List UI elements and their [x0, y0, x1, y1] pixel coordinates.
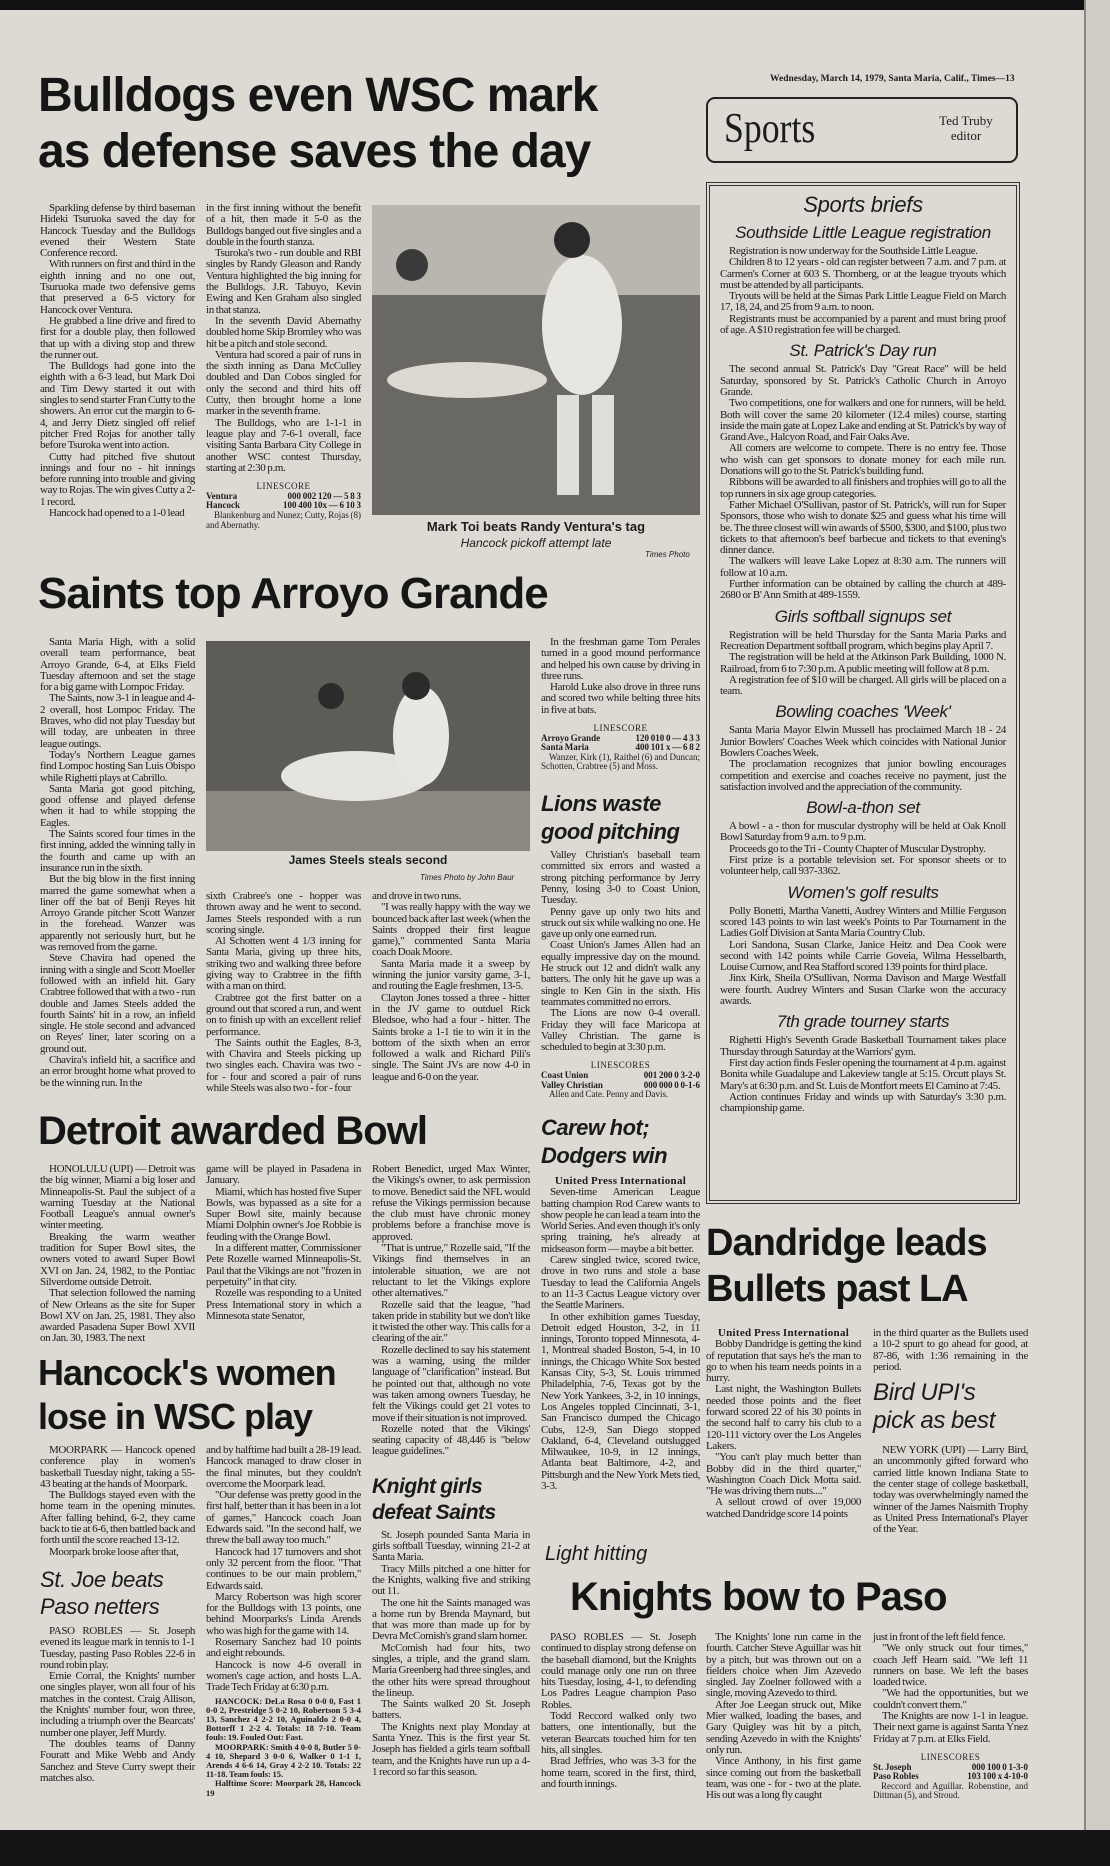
paragraph: The Lions are now 0-4 overall. Friday they will face Maricopa at Valley Christian. The game is scheduled to begin at 3:30 p.m. [541, 1007, 700, 1054]
paragraph: The Saints walked 20 St. Joseph batters. [372, 1698, 530, 1722]
paragraph: Robert Benedict, urged Max Winter, the Vikings's owner, to ask permission to move. Benedict said the NFL would refuse the Vikings permission because the club must have chronic money problems before a franchise move is approved. [372, 1163, 530, 1243]
paragraph: Moorpark broke loose after that, [49, 1545, 179, 1558]
paragraph: Breaking the warm weather tradition for Super Bowl sites, the owners voted to award Super Bowl XVI on Jan. 24, 1982, to the Pontiac Silverdome outside Detroit. [40, 1230, 195, 1288]
sports-section-flag [706, 97, 1018, 163]
article-body [706, 1339, 861, 1520]
paragraph: and drove in two runs. [372, 890, 461, 902]
linescore [541, 1061, 700, 1099]
paragraph: That selection followed the naming of New Orleans as the site for Super Bowl XV on Jan. 25, 1981. They also awarded Pasadena Super Bowl XVII on Jan. 30, 1983. The next [40, 1287, 195, 1345]
paragraph: Vince Anthony, in his first game since coming out from the basketball team, was one - for - two at the plate. His out was a long fly caught [706, 1755, 861, 1802]
headline-detroit: Detroit awarded Bowl [38, 1109, 427, 1153]
paragraph: MOORPARK — Hancock opened conference play in women's basketball Tuesday night, taking a 55-43 beating at the hands of Moorpark. [40, 1444, 195, 1490]
photo-credit: Times Photo by John Baur [420, 873, 515, 882]
brief-heading: Southside Little League registration [735, 223, 991, 242]
paragraph: Cutty had pitched five shutout innings and four no - hit innings before running into trouble and giving way to Rojas. The win gives Cutty a 2-1 record. [40, 450, 195, 508]
paragraph: Valley Christian's baseball team committed six errors and wasted a strong pitching performance by Jerry Penny, losing 3-0 to Coast Union, Tuesday. [541, 849, 700, 907]
paragraph: "You can't play much better than Bobby did in the third quarter," Washington Coach Dick Motta said. "He was driving them nuts...." [706, 1451, 861, 1498]
article-body [206, 891, 361, 1094]
brief-heading: Girls softball signups set [774, 606, 952, 626]
paragraph: Righetti High's Seventh Grade Basketball Tournament takes place Thursday through Saturday at the Warriors' gym. [720, 1034, 1006, 1058]
team-score: 120 010 0 — 4 3 3 [635, 732, 700, 743]
paragraph: With runners on first and third in the eighth inning and no one out, Tsuruoka made two defensive gems that preserved a 6-5 victory for Hancock over Ventura. [40, 258, 195, 316]
byline: United Press International [717, 1327, 850, 1339]
photo-caption: Mark Toi beats Randy Ventura's tag [426, 519, 646, 534]
headline-line: Dandridge leads [706, 1222, 987, 1264]
article-column [372, 891, 530, 1083]
paragraph: St. Joseph pounded Santa Maria in girls softball Tuesday, winning 21-2 at Santa Maria. [372, 1528, 530, 1564]
photo-image [372, 205, 700, 515]
headline-st-joe [40, 1566, 195, 1620]
article-body [372, 891, 530, 1083]
headline-knights: Knights bow to Paso [570, 1575, 947, 1619]
article-column [40, 637, 195, 1089]
brief-body [720, 725, 1006, 793]
paragraph: The Knights are now 1-1 in league. Their next game is against Santa Ynez Friday at 7 p.m. at Elks Field. [873, 1710, 1028, 1745]
article-body [40, 637, 195, 1089]
article-body [206, 203, 361, 474]
paragraph: A sellout crowd of over 19,000 watched Dandridge score 14 points [706, 1496, 861, 1520]
sports-briefs-box [706, 182, 1020, 1204]
paragraph: In the freshman game Tom Perales turned in a good mound performance and helped his own cause by driving in three runs. [541, 636, 700, 682]
headline-bird [873, 1379, 1028, 1435]
article-body [873, 1328, 1028, 1373]
paragraph: In a different matter, Commissioner Pete Rozelle warned Minneapolis-St. Paul that the Vikings are not "frozen in perpetuity" in that city. [206, 1242, 361, 1288]
linescore-title: LINESCORES [920, 1751, 981, 1762]
paragraph: Children 8 to 12 years - old can register between 7 a.m. and 7 p.m. at Carmen's Corner at 603 S. Thornberg, or at the league tryouts which must be attended by all participants. [720, 256, 1006, 291]
linescore-title: LINESCORES [590, 1060, 651, 1071]
brief-heading: 7th grade tourney starts [776, 1012, 950, 1032]
paragraph: in the first inning without the benefit of a hit, then made it 5-0 as the Bulldogs banged out five singles and a double in the fourth stanza. [206, 202, 361, 248]
paragraph: Lori Sandona, Susan Clarke, Janice Heitz and Dea Cook were second with 142 points while Carrie Goveia, Wilma Hesselbarth, Louise Curnow, and Rea Stafford scored 139 points for third place. [720, 938, 1006, 974]
headline-line: defeat Saints [372, 1500, 496, 1524]
article-column [541, 637, 700, 1100]
page-top-edge [0, 0, 1110, 10]
headline-lions [541, 790, 700, 846]
paragraph: Santa Maria High, with a solid overall team performance, beat Arroyo Grande, 6-4, at Elks Field Tuesday afternoon and set the stage for a big game with Lompoc Friday. [40, 636, 195, 694]
paragraph: "We had the opportunities, but we couldn't convert them." [873, 1687, 1028, 1711]
paragraph: The Knights' lone run came in the fourth. Catcher Steve Aguillar was hit by a pitch, but was thrown out on a fielders choice when Jim Azevedo singled. Jay Zoelner followed with a single, moving Azevedo to third. [706, 1631, 861, 1700]
article-column [206, 1164, 361, 1322]
paragraph: The one hit the Saints managed was a home run by Brenda Maynard, but that was more than made up for by Devra McComish's grand slam homer. [372, 1596, 530, 1643]
paragraph: Santa Maria got good pitching, good offense and played defense when it had to while stopping the Eagles. [40, 782, 195, 829]
paragraph: just in front of the left field fence. [873, 1631, 1006, 1643]
briefs-title: Sports briefs [803, 192, 923, 217]
article-column [206, 1445, 361, 1798]
paragraph: Carew singled twice, scored twice, drove in two runs and stole a base Tuesday to lead the California Angels to an 11-3 Cactus League victory over the Seattle Mariners. [541, 1254, 700, 1312]
editor-title: editor [950, 128, 982, 143]
paragraph: PASO ROBLES — St. Joseph evened its league mark in tennis to 1-1 Tuesday, pasting Paso Robles 22-6 in round robin play. [40, 1624, 195, 1671]
paragraph: The second annual St. Patrick's Day "Great Race" will be held Saturday, sponsored by St. Patrick's Catholic Church in Arroyo Grande. [720, 363, 1006, 398]
paragraph: Hancock is now 4-6 overall in women's cage action, and hosts L.A. Trade Tech Friday at 6:30 p.m. [206, 1658, 361, 1694]
photo-baseball-tag [372, 205, 700, 515]
paragraph: After Joe Leegan struck out, Mike Mier walked, loading the bases, and Gary Quigley was hit by a pitch, sending Azevedo in with the Knights' only run. [706, 1698, 861, 1756]
headline-carew [541, 1114, 700, 1170]
paragraph: Bobby Dandridge is getting the kind of reputation that says he's the man to go to when his team needs points in a hurry. [706, 1338, 861, 1385]
paragraph: PASO ROBLES — St. Joseph continued to display strong defense on the baseball diamond, but the Knights could manage only one run on three hits Tuesday, losing, 4-1, to defending Los Padres League champion Paso Robles. [541, 1631, 696, 1711]
paragraph: Tracy Mills pitched a one hitter for the Knights, walking five and striking out 11. [372, 1562, 530, 1598]
article-body [706, 1632, 861, 1801]
paragraph: McComish had four hits, two singles, a triple, and the grand slam. Maria Greenberg had three singles, and the other hits were spread throughout the lineup. [372, 1641, 530, 1699]
paragraph: and by halftime had built a 28-19 lead. Hancock managed to draw closer in the final minutes, but they couldn't overcome the Moorpark lead. [206, 1444, 361, 1490]
team-score: 103 100 x 4-10-0 [967, 1771, 1028, 1782]
paragraph: Last night, the Washington Bullets needed those points and the fleet forward scored 22 of his 30 points in the second half to carry his club to a 120-111 victory over the Los Angeles Lakers. [706, 1383, 861, 1452]
section-title: Sports [724, 106, 816, 152]
paragraph: Proceeds go to the Tri - County Chapter of Muscular Dystrophy. [729, 842, 986, 855]
paragraph: sixth Crabree's one - hopper was thrown away and he went to second. James Steels responded with a run scoring single. [206, 890, 361, 936]
team-score: 000 000 0 0-1-6 [643, 1079, 700, 1090]
article-body [372, 1530, 530, 1779]
paragraph: Halftime Score: Moorpark 28, Hancock 19 [206, 1778, 361, 1798]
headline-line: Lions waste [541, 791, 661, 817]
article-body [206, 1164, 361, 1322]
paragraph: Two competitions, one for walkers and one for runners, will be held. Both will cover the same 20 kilometer (12.4 miles) course, starting inside the main gate at Lopez Lake and ending at St. Patrick's by way of Grand Ave., Halcyon Road, and Fair Oaks Ave. [720, 397, 1006, 444]
paragraph: Chavira's infield hit, a sacrifice and an error brought home what proved to be the winning run. In the [40, 1053, 195, 1089]
paragraph: Ernie Corral, the Knights' number one singles player, won all four of his matches in the contest. Craig Allison, the Knights' number four, won three, including a triumph over the Bearcats' number one player, Jeff Murdy. [40, 1670, 195, 1739]
article-body [541, 850, 700, 1053]
article-column [873, 1632, 1028, 1801]
article-column [372, 1164, 530, 1778]
paragraph: The walkers will leave Lake Lopez at 8:30 a.m. The runners will follow at 10 a.m. [720, 555, 1006, 579]
paragraph: The Saints scored four times in the first inning, added the winning tally in the fourth and came up with an insurance run in the sixth. [40, 828, 195, 874]
page-bottom-edge [0, 1830, 1110, 1866]
paragraph: Hancock had 17 turnovers and shot only 32 percent from the floor. "That continues to be our main problem," Edwards said. [206, 1545, 361, 1592]
paragraph: in the third quarter as the Bullets used a 10-2 spurt to go ahead for good, at 87-86, with 1:36 remaining in the period. [873, 1327, 1028, 1373]
paragraph: HONOLULU (UPI) — Detroit was the big winner, Miami a big loser and Minneapolis-St. Paul the subject of a warning Tuesday at the National Football League's annual owner's winter meeting. [40, 1163, 195, 1232]
paragraph: Polly Bonetti, Martha Vanetti, Audrey Winters and Millie Ferguson scored 143 points to win last week's Points to Par Tournament in the Ladies Golf Division at Santa Maria Country Club. [720, 904, 1006, 940]
paragraph: First day action finds Fesler opening the tournament at 4 p.m. against Bonita while Guadalupe and Lakeview tangle at 5:15. Orcutt plays St. Mary's at 6:30 p.m. and St. Luis de Montfort meets El Camino at 7:45. [720, 1056, 1006, 1092]
paragraph: Action continues Friday and winds up with Saturday's 3:30 p.m. championship game. [720, 1090, 1006, 1115]
linescore-batteries: Wanzer, Kirk (1), Raithel (6) and Duncan; Schotten, Crabtree (5) and Moss. [541, 751, 700, 772]
paragraph: MOORPARK: Smith 4 0-0 8, Butler 5 0-4 10, Shepard 3 0-0 6, Walker 0 1-1 1, Arends 4 6-6 14, Gray 4 2-2 10. Totals: 22 11-18. Team fouls: 15. [206, 1741, 361, 1780]
paragraph: Hancock had opened to a 1-0 lead [49, 507, 185, 520]
article-column [206, 891, 361, 1094]
paragraph: Miami, which has hosted five Super Bowls, was bypassed as a site for a Super Bowl site, mainly because Miami Dolphin owner's Joe Robbie is feuding with the Orange Bowl. [206, 1185, 361, 1243]
team-score: 001 200 0 3-2-0 [643, 1069, 700, 1080]
headline-hancock-women [38, 1351, 336, 1439]
paragraph: Todd Reccord walked only two batters, one intentionally, but the veteran Bearcats touched him for ten hits, all singles. [541, 1710, 696, 1756]
article-body [541, 1187, 700, 1492]
headline-knight-girls [372, 1474, 530, 1526]
paragraph: He grabbed a line drive and fired to first for a double play, then followed that up with a diving stop and threw the runner out. [40, 314, 195, 361]
headline-line: Carew hot; [541, 1115, 650, 1140]
team-name: Santa Maria [541, 742, 589, 753]
headline-line: good pitching [541, 819, 680, 845]
paragraph: Penny gave up only two hits and struck out six while walking no one. He gave up only one earned run. [541, 905, 700, 941]
paragraph: The registration will be held at the Atkinson Park Building, 1000 N. Railroad, from 6 to 7:30 p.m. A public meeting will follow at 8 p.m. [720, 651, 1006, 675]
brief-body [720, 1035, 1006, 1114]
article-body [541, 1632, 696, 1790]
byline: United Press International [554, 1175, 687, 1187]
paragraph: Coast Union's James Allen had an equally impressive day on the mound. He struck out 12 and didn't walk any batters. The only hit he gave up was a single to Ken Gin in the sixth. His teammates committed no errors. [541, 939, 700, 1008]
brief-body [720, 246, 1006, 336]
paragraph: But the big blow in the first inning marred the game somewhat when a liner off the bat of Benji Reyes hit Arroyo Grande pitcher Scott Wanzer in the forehead. Wanzer was apparently not seriously hurt, but he was removed from the game. [40, 873, 195, 954]
photo-subcaption: Hancock pickoff attempt late [460, 536, 612, 550]
headline-dandridge [706, 1220, 987, 1312]
article-body [873, 1445, 1028, 1535]
paragraph: Registration will be held Thursday for the Santa Maria Parks and Recreation Department softball program, which begins play April 7. [720, 628, 1006, 652]
brief-heading: Bowl-a-thon set [806, 798, 920, 818]
paragraph: Clayton Jones tossed a three - hitter in the JV game to outduel Rick Bledsoe, who had a four - hitter. The Saints broke a 1-1 tie to win it in the bottom of the sixth when an error followed a walk and Richard Pili's single. The Saint JVs are now 4-0 in league and 6-0 on the year. [372, 991, 530, 1083]
paragraph: In other exhibition games Tuesday, Detroit edged Houston, 3-2, in 11 innings, Toronto topped Minnesota, 4-1, Montreal shaded Boston, 5-4, in 10 innings, the Chicago White Sox bested Kansas City, 5-3, St. Louis trimmed Philadelphia, 7-6, Texas got by the New York Yankees, 3-2, in 10 innings, Los Angeles toppled Cincinnati, 3-1, San Francisco dumped the Chicago Cubs, 12-9, San Diego stopped Oakland, 6-4, Cleveland outslugged Milwaukee, 10-9, in 12 innings, Atlanta beat Baltimore, 4-2, and Pittsburgh and the New York Mets tied, 3-3. [541, 1310, 700, 1493]
team-name: Paso Robles [873, 1771, 919, 1782]
paragraph: Ventura had scored a pair of runs in the sixth inning as Dana McCulley doubled and Dan Cobos singled for only the second and third hits off Cutty, then brought home a lone marker in the seventh frame. [206, 348, 361, 418]
headline-line: Bullets past LA [706, 1268, 968, 1310]
article-column [40, 1445, 195, 1784]
article-column [206, 203, 361, 530]
team-score: 000 002 120 — 5 8 3 [287, 490, 361, 501]
headline-line: lose in WSC play [38, 1396, 313, 1437]
paragraph: Brad Jeffries, who was 3-3 for the home team, scored in the first, third, and fourth innings. [541, 1755, 696, 1790]
paragraph: Further information can be obtained by calling the church at 489-2680 or B' Ann Smith at 489-1559. [720, 578, 1006, 602]
article-column [706, 1632, 861, 1801]
paragraph: Registrants must be accompanied by a parent and must bring proof of age. A $10 registration fee will be charged. [720, 312, 1006, 337]
headline-line: Knight girls [372, 1474, 483, 1498]
linescore [206, 482, 361, 530]
article-column [40, 1164, 195, 1345]
paragraph: Father Michael O'Sullivan, pastor of St. Patrick's, will run for Super Sponsors, those who wish to donate $25 and guess what his time will be. The three closest will win awards of $500, $300, and $100, plus two tickets to that afternoon's beef barbecue and tickets to that evening's dinner dance. [720, 498, 1006, 557]
paragraph: A bowl - a - thon for muscular dystrophy will be held at Oak Knoll Bowl Saturday from 9 a.m. to 9 p.m. [720, 820, 1006, 844]
paragraph: First prize is a portable television set. For sponsor sheets or to volunteer help, call 937-3362. [720, 854, 1006, 878]
team-score: 100 400 10x — 6 10 3 [283, 500, 361, 511]
article-body [541, 637, 700, 716]
paragraph: Ribbons will be awarded to all finishers and trophies will go to all the top runners in six age group categories. [720, 476, 1006, 500]
paragraph: All comers are welcome to compete. There is no entry fee. Those who wish can get sponsors to donate money for each mile run. Donations will go to the St. Patrick's building fund. [720, 442, 1006, 478]
brief-body [720, 821, 1006, 877]
paragraph: Tryouts will be held at the Simas Park Little League Field on March 17, 18, 24, and 25 from 9 a.m. to noon. [720, 290, 1006, 314]
headline-saints: Saints top Arroyo Grande [38, 569, 548, 618]
headline-line: pick as best [873, 1407, 996, 1435]
paragraph: Harold Luke also drove in three runs and scored two while belting three hits in five at bats. [541, 681, 700, 716]
headline-line: St. Joe beats [40, 1566, 164, 1592]
team-name: Hancock [206, 500, 241, 511]
paragraph: Jinx Kirk, Sheila O'Sullivan, Norma Davison and Marge Westfall were fourth. Audrey Winters and Susan Clarke won the accuracy awards. [720, 972, 1006, 1008]
paragraph: Rozelle was responding to a United Press International story in which a Minnesota state Senator, [206, 1287, 361, 1322]
team-name: Ventura [206, 490, 238, 501]
brief-body [720, 906, 1006, 1008]
photo-base-steal [206, 641, 530, 851]
paragraph: Steve Chavira had opened the inning with a single and Scott Moeller followed with an infield hit. Gary Crabtree followed that with a two - run double and James Steels added the fourth Saints' hit in a row, an infield single. He stole second and advanced on Reyes' liner, later scoring on a ground out. [40, 952, 195, 1055]
paragraph: In the seventh David Abernathy doubled home Skip Bromley who was hit be a pitch and stole second. [206, 314, 361, 350]
linescore-batteries: Allen and Cate. Penny and Davis. [549, 1089, 669, 1100]
team-score: 400 101 x — 6 8 2 [635, 742, 700, 753]
paragraph: NEW YORK (UPI) — Larry Bird, an uncommonly gifted forward who carried little known Indiana State to the center stage of college basketball, today was overwhelmingly named the winner of the James Naismith Trophy as United Press International's Player of the Year. [873, 1444, 1028, 1536]
paragraph: HANCOCK: DeLa Rosa 0 0-0 0, Fast 1 0-0 2, Prestridge 5 0-2 10, Robertson 5 3-4 13, Sanchez 4 2-2 10, Aguinaldo 2 0-0 4, Bottorff 1 2-2 4. Totals: 18 7-10. Team fouls: 19. Fouled Out: Fast. [206, 1695, 361, 1743]
brief-heading: St. Patrick's Day run [789, 341, 937, 361]
paragraph: The Bulldogs stayed even with the home team in the opening minutes. After falling behind, 6-2, they came back to tie at 6-6, then battled back and forth until the score reached 13-12. [40, 1489, 195, 1547]
paragraph: Today's Northern League games find Lompoc hosting San Luis Obispo while Righetti plays at Cabrillo. [40, 748, 195, 784]
paragraph: Santa Maria Mayor Elwin Mussell has proclaimed March 18 - 24 Junior Bowlers' Coaches Week which coincides with National Junior Bowlers Coaches Week. [720, 724, 1006, 759]
headline-line: Dodgers win [541, 1143, 668, 1168]
paragraph: Seven-time American League batting champion Rod Carew wants to show people he can lead a team into the World Series. And even though it's only spring training, he's already at midseason form — maybe a bit better. [541, 1186, 700, 1255]
paragraph: Santa Maria made it a sweep by winning the junior varsity game, 3-1, and routing the Eagle freshmen, 13-5. [372, 957, 530, 993]
article-column [541, 1114, 700, 1492]
paragraph: Marcy Robertson was high scorer for the Bulldogs with 13 points, one behind Moorparks's Linda Arends who was high for the game with 14. [206, 1590, 361, 1637]
headline-line: Paso netters [40, 1593, 160, 1619]
headline-line: as defense saves the day [38, 125, 591, 178]
team-name: Valley Christian [541, 1079, 603, 1090]
headline-line: Bulldogs even WSC mark [38, 69, 598, 122]
photo-image [206, 641, 530, 851]
paragraph: Rozelle noted that the Vikings' seating capacity of 48,446 is "below league guidelines." [372, 1422, 530, 1458]
paragraph: Registration is now underway for the Southside Little League. [729, 245, 978, 257]
paragraph: Sparkling defense by third baseman Hideki Tsuruoka saved the day for Hancock Tuesday and the Bulldogs evened their Western State Conference record. [40, 202, 195, 260]
article-column [541, 1632, 696, 1790]
team-name: Arroyo Grande [541, 732, 601, 743]
kicker-light-hitting: Light hitting [545, 1543, 648, 1565]
paragraph: The Saints, now 3-1 in league and 4-2 overall, host Lompoc Friday. The Braves, who did not play Tuesday but will today, are unbeaten in three league outings. [40, 692, 195, 750]
dateline: Wednesday, March 14, 1979, Santa Maria, Calif., Times—13 [770, 74, 1015, 84]
article-body [40, 1626, 195, 1784]
headline-line: Bird UPI's [873, 1379, 976, 1407]
paragraph: game will be played in Pasadena in January. [206, 1163, 361, 1187]
paragraph: Crabtree got the first batter on a ground out that scored a run, and went on to finish up with an excellent relief performance. [206, 991, 361, 1038]
linescore-batteries: Blankenburg and Nunez; Cutty, Rojas (8) and Abernathy. [206, 509, 361, 530]
paragraph: Rosemary Sanchez had 10 points and eight rebounds. [206, 1636, 361, 1660]
page-right-edge [1084, 0, 1110, 1866]
linescore-batteries: Reccord and Aguillar. Robenstine, and Dittman (5), and Stroud. [873, 1780, 1028, 1801]
paragraph: The Bulldogs had gone into the eighth with a 6-3 lead, but Mark Doi and Tim Dewy started it out with singles to send starter Fran Cutty to the showers. An error cut the margin to 6-4, and Jerry Dietz singled off relief pitcher Fred Rojas for another tally before Tsuroka went into action. [40, 360, 195, 452]
photo-credit: Times Photo [645, 550, 690, 559]
paragraph: The Saints outhit the Eagles, 8-3, with Chavira and Steels picking up two singles each. Chavira was two - for - four and scored a pair of runs while Steels was also two - for - four [206, 1036, 361, 1095]
headline-line: Hancock's women [38, 1352, 336, 1393]
paragraph: "That is untrue," Rozelle said, "If the Vikings find themselves in an intolerable situation, we are not reluctant to let the Vikings explore other alternatives." [372, 1242, 530, 1300]
article-body [372, 1164, 530, 1458]
box-score [206, 1697, 361, 1798]
paragraph: "We only struck out four times," coach Jeff Hearn said. "We left 11 runners on base. We left the bases loaded twice. [873, 1642, 1028, 1689]
linescore-title: LINESCORE [593, 723, 648, 734]
headline-bulldogs [38, 68, 597, 180]
paragraph: "Our defense was pretty good in the first half, better than it has been in a lot of games," Hancock coach Joan Edwards said. "In the second half, we threw the ball away too much." [206, 1489, 361, 1547]
article-body [40, 1164, 195, 1345]
article-body [873, 1632, 1028, 1745]
article-column [706, 1328, 861, 1520]
team-name: Coast Union [541, 1069, 589, 1080]
team-name: St. Joseph [873, 1761, 912, 1772]
team-score: 000 100 0 1-3-0 [971, 1761, 1028, 1772]
brief-body [720, 364, 1006, 601]
brief-heading: Bowling coaches 'Week' [775, 702, 951, 722]
paragraph: Rozelle said that the league, "had taken pride in stability but we don't like it twisted the other way. This calls for a clearing of the air." [372, 1298, 530, 1345]
brief-heading: Women's golf results [787, 882, 939, 902]
paragraph: The doubles teams of Danny Fouratt and Mike Webb and Andy Sanchez and Steve Curry swept their matches also. [40, 1737, 195, 1784]
paragraph: "I was really happy with the way we bounced back after last week (when the Saints dropped their first league game)," commented Santa Maria coach Doak Moore. [372, 901, 530, 959]
paragraph: The Bulldogs, who are 1-1-1 in league play and 7-6-1 overall, face visiting Santa Barbara City College in another WSC contest Thursday, starting at 2:30 p.m. [206, 416, 361, 474]
linescore [873, 1753, 1028, 1801]
article-body [40, 1445, 195, 1558]
paragraph: Tsuroka's two - run double and RBI singles by Randy Gleason and Randy Ventura highlighted the big inning for the Bulldogs. J.R. Tabuyo, Kevin Ewing and Ken Graham also singled in that stanza. [206, 247, 361, 316]
article-body [206, 1445, 361, 1694]
article-body [40, 203, 195, 519]
editor-credit [926, 113, 1006, 143]
brief-body [720, 630, 1006, 698]
article-column [40, 203, 195, 519]
article-column [873, 1328, 1028, 1536]
paragraph: Rozelle declined to say his statement was a warning, using the milder language of "clarification" instead. But he pointed out that, although no vote was taken among owners Tuesday, he felt the Vikings could get 21 votes to move if their situation is not improved. [372, 1343, 530, 1424]
linescore-title: LINESCORE [256, 481, 311, 492]
paragraph: The Knights next play Monday at Santa Ynez. This is the first year St. Joseph has fielded a girls team softball team, and the Knights have run up a 4-1 record so far this season. [372, 1720, 530, 1778]
paragraph: A registration fee of $10 will be charged. All girls will be placed on a team. [720, 673, 1006, 698]
photo-caption: James Steels steals second [288, 853, 448, 867]
paragraph: Al Schotten went 4 1/3 inning for Santa Maria, giving up three hits, striking two and walking three before giving way to Crabtree in the fifth with a man on third. [206, 935, 361, 993]
linescore [541, 724, 700, 772]
paragraph: The proclamation recognizes that junior bowling encourages competition and exercise and coaches receive no payment, just the satisfaction involved and the appreciation of the community. [720, 758, 1006, 793]
editor-name: Ted Truby [939, 113, 993, 128]
